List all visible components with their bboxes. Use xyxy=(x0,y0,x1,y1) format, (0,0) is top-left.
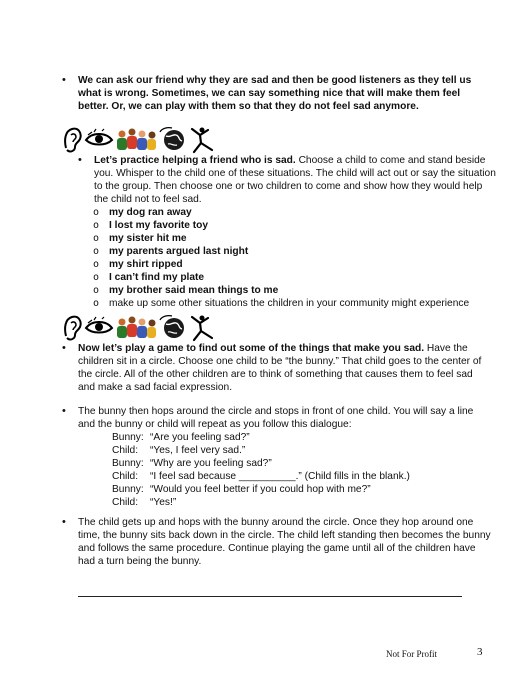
dialogue-line xyxy=(112,496,492,509)
dialogue-speaker: Child: xyxy=(112,497,139,508)
dialogue-speaker: Bunny: xyxy=(112,432,144,443)
situations-list xyxy=(93,206,513,310)
situation-item xyxy=(93,297,513,310)
paragraph-practice-heading: Let’s practice helping a friend who is sad. xyxy=(94,155,296,166)
bullet: • xyxy=(78,154,82,166)
paragraph-practice xyxy=(78,154,496,206)
paragraph-bunny-hops xyxy=(62,405,492,431)
dialogue-text: “Are you feeling sad?” xyxy=(150,432,250,443)
paragraph-continue xyxy=(62,516,492,568)
paragraph-game-heading: Now let’s play a game to find out some of the things that make you sad. xyxy=(78,343,425,354)
situation-text: my shirt ripped xyxy=(109,259,183,270)
situation-item xyxy=(93,206,513,219)
dialogue-text: “I feel sad because __________.” (Child fills in the blank.) xyxy=(150,471,410,482)
paragraph-listen xyxy=(62,74,492,113)
circle-bullet: o xyxy=(93,259,100,270)
circle-bullet: o xyxy=(93,285,100,296)
situation-text: my sister hit me xyxy=(109,233,187,244)
situation-text: make up some other situations the children in your community might experience xyxy=(109,298,470,309)
dialogue-text: “Yes, I feel very sad.” xyxy=(150,445,246,456)
dancer-icon xyxy=(192,128,212,153)
circle-bullet: o xyxy=(93,272,100,283)
paragraph-game-text: Have the children sit in a circle. Choose one child to be “the bunny.” That child goes to the center of the circle. All of the other children are to think of something that causes them to feel sad and make a sad facial expression. xyxy=(78,343,482,393)
dialogue-text: “Would you feel better if you could hop with me?” xyxy=(150,484,371,495)
activity-icons xyxy=(62,314,222,340)
situation-text: my parents argued last night xyxy=(109,246,249,257)
circle-bullet: o xyxy=(93,233,100,244)
circle-bullet: o xyxy=(93,246,100,257)
dialogue-line xyxy=(112,470,492,483)
situation-text: my brother said mean things to me xyxy=(109,285,279,296)
dialogue-speaker: Bunny: xyxy=(112,458,144,469)
dialogue-speaker: Child: xyxy=(112,445,139,456)
situation-item xyxy=(93,284,513,297)
footer-label: Not For Profit xyxy=(386,649,438,659)
dialogue-text: “Yes!” xyxy=(150,497,177,508)
bullet: • xyxy=(62,405,66,417)
page-number: 3 xyxy=(477,646,483,658)
people-group-icon xyxy=(117,317,156,339)
eye-icon xyxy=(86,317,112,333)
circle-bullet: o xyxy=(93,207,100,218)
paragraph-bunny-hops-text: The bunny then hops around the circle and stops in front of one child. You will say a line and the bunny or child will repeat as you follow this dialogue: xyxy=(78,406,474,430)
globe-icon xyxy=(160,316,184,338)
paragraph-game xyxy=(62,342,492,394)
ear-icon xyxy=(65,317,81,340)
eye-icon xyxy=(86,129,112,145)
dialogue-line xyxy=(112,457,492,470)
dialogue-line xyxy=(112,444,492,457)
situation-item xyxy=(93,271,513,284)
dancer-icon xyxy=(192,316,212,341)
bullet: • xyxy=(62,516,66,528)
people-group-icon xyxy=(117,129,156,151)
situation-item xyxy=(93,245,513,258)
situation-text: my dog ran away xyxy=(109,207,192,218)
circle-bullet: o xyxy=(93,220,100,231)
situation-text: I can’t find my plate xyxy=(109,272,205,283)
paragraph-continue-text: The child gets up and hops with the bunny around the circle. Once they hop around one time, the bunny sits back down in the circle. The child left standing then becomes the bunny and follows the same procedure. Continue playing the game until all of the children have had a turn being the bunny. xyxy=(78,517,491,567)
activity-icons xyxy=(62,126,222,152)
footer-rule xyxy=(78,596,462,597)
situation-item xyxy=(93,258,513,271)
dialogue-speaker: Child: xyxy=(112,471,139,482)
bullet: • xyxy=(62,74,66,86)
situation-text: I lost my favorite toy xyxy=(109,220,209,231)
globe-icon xyxy=(160,128,184,150)
dialogue-speaker: Bunny: xyxy=(112,484,144,495)
dialogue-block xyxy=(112,431,492,509)
bullet: • xyxy=(62,342,66,354)
ear-icon xyxy=(65,129,81,152)
circle-bullet: o xyxy=(93,298,100,309)
dialogue-text: “Why are you feeling sad?” xyxy=(150,458,272,469)
situation-item xyxy=(93,219,513,232)
paragraph-listen-text: We can ask our friend why they are sad and then be good listeners as they tell us what is wrong. Sometimes, we can say something nice that will make them feel better. Or, we can play with them so that they do not feel sad anymore. xyxy=(78,75,472,112)
paragraph-practice-text: Choose a child to come and stand beside you. Whisper to the child one of these situations. The child will act out or say the situation to the group. Then choose one or two children to come and show how they would help the child not to feel sad. xyxy=(94,155,496,205)
situation-item xyxy=(93,232,513,245)
dialogue-line xyxy=(112,483,492,496)
dialogue-line xyxy=(112,431,492,444)
